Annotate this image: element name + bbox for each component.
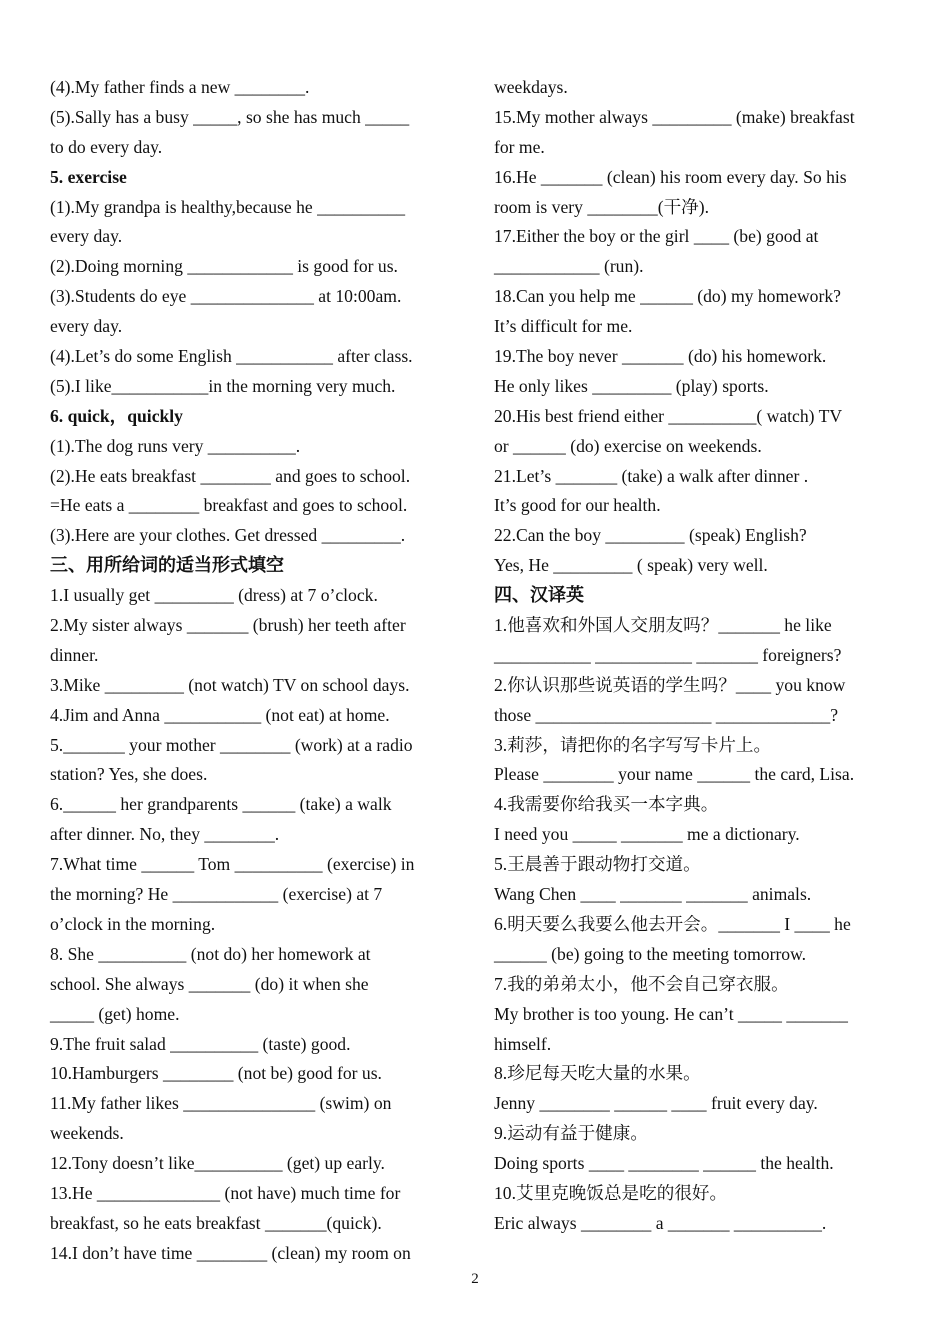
- text-line: 18.Can you help me ______ (do) my homework?: [494, 286, 841, 307]
- text-line: 1.I usually get _________ (dress) at 7 o’clock.: [50, 585, 378, 606]
- page-number: 2: [471, 1271, 479, 1287]
- text-line: those ____________________ _____________?: [494, 704, 839, 725]
- text-line: 12.Tony doesn’t like__________ (get) up early.: [50, 1153, 385, 1174]
- text-line: (2).He eats breakfast ________ and goes to school.: [50, 465, 411, 486]
- text-line: 14.I don’t have time ________ (clean) my room on: [50, 1242, 411, 1263]
- text-line: It’s good for our health.: [494, 495, 661, 516]
- text-line: Eric always ________ a _______ __________.: [494, 1212, 827, 1233]
- text-line: 17.Either the boy or the girl ____ (be) good at: [494, 226, 819, 247]
- text-line: 4.Jim and Anna ___________ (not eat) at home.: [50, 704, 390, 725]
- text-line: (1).The dog runs very __________.: [50, 435, 301, 456]
- right-column: [494, 73, 896, 1239]
- text-line: 2.你认识那些说英语的学生吗？____ you know: [494, 674, 846, 695]
- text-line: 3.Mike _________ (not watch) TV on school days.: [50, 674, 410, 695]
- text-line: o’clock in the morning.: [50, 913, 216, 934]
- text-line: dinner.: [50, 644, 99, 665]
- text-line: (3).Students do eye ______________ at 10:00am.: [50, 286, 402, 307]
- text-line: himself.: [494, 1033, 552, 1054]
- text-line: school. She always _______ (do) it when she: [50, 973, 369, 994]
- text-line: room is very ________(干净).: [494, 196, 710, 217]
- text-line: Jenny ________ ______ ____ fruit every day.: [494, 1093, 818, 1114]
- text-line: for me.: [494, 136, 545, 157]
- text-line: (3).Here are your clothes. Get dressed _________.: [50, 525, 406, 546]
- text-line: 10.艾里克晚饭总是吃的很好。: [494, 1182, 728, 1203]
- text-line: _____ (get) home.: [50, 1003, 180, 1024]
- text-line: It’s difficult for me.: [494, 316, 633, 337]
- text-line: He only likes _________ (play) sports.: [494, 375, 769, 396]
- text-line: 3.莉莎，请把你的名字写写卡片上。: [494, 734, 772, 755]
- text-line: My brother is too young. He can’t _____ _______: [494, 1003, 848, 1024]
- text-line: 15.My mother always _________ (make) breakfast: [494, 106, 855, 127]
- word-heading: 6. quick，quickly: [50, 405, 183, 426]
- text-line: 20.His best friend either __________( watch) TV: [494, 405, 843, 426]
- section-heading: 四、汉译英: [494, 585, 584, 607]
- text-line: 16.He _______ (clean) his room every day. So his: [494, 166, 847, 187]
- left-column: [50, 73, 455, 1269]
- text-line: weekdays.: [494, 77, 568, 97]
- text-line: 10.Hamburgers ________ (not be) good for us.: [50, 1063, 382, 1084]
- text-line: 9.运动有益于健康。: [494, 1123, 648, 1144]
- text-line: (4).Let’s do some English ___________ after class.: [50, 346, 413, 367]
- text-line: ____________ (run).: [494, 256, 644, 277]
- text-line: (2).Doing morning ____________ is good for us.: [50, 256, 398, 277]
- text-line: 7.我的弟弟太小，他不会自己穿衣服。: [494, 973, 789, 994]
- text-line: Yes, He _________ ( speak) very well.: [494, 555, 768, 576]
- text-line: Doing sports ____ ________ ______ the health.: [494, 1153, 834, 1174]
- text-line: 22.Can the boy _________ (speak) English?: [494, 525, 807, 546]
- text-line: 19.The boy never _______ (do) his homework.: [494, 346, 827, 367]
- text-line: 6.______ her grandparents ______ (take) a walk: [50, 794, 392, 815]
- text-line: =He eats a ________ breakfast and goes to school.: [50, 495, 408, 516]
- text-line: 1.他喜欢和外国人交朋友吗？_______ he like: [494, 615, 832, 636]
- text-line: every day.: [50, 316, 123, 337]
- text-line: after dinner. No, they ________.: [50, 824, 280, 845]
- text-line: weekends.: [50, 1123, 124, 1144]
- text-line: 13.He ______________ (not have) much time for: [50, 1182, 401, 1203]
- text-line: 5.王晨善于跟动物打交道。: [494, 854, 701, 875]
- text-line: Wang Chen ____ _______ _______ animals.: [494, 884, 812, 905]
- text-line: Please ________ your name ______ the card, Lisa.: [494, 764, 855, 785]
- text-line: (5).I like___________in the morning very much.: [50, 375, 396, 396]
- text-line: (5).Sally has a busy _____, so she has much _____: [50, 106, 410, 127]
- text-line: the morning? He ____________ (exercise) at 7: [50, 884, 383, 905]
- text-line: 8. She __________ (not do) her homework at: [50, 943, 371, 964]
- text-line: to do every day.: [50, 136, 163, 157]
- text-line: 5._______ your mother ________ (work) at a radio: [50, 734, 413, 755]
- section-heading: 三、用所给词的适当形式填空: [50, 555, 284, 577]
- text-line: (1).My grandpa is healthy,because he __________: [50, 196, 406, 217]
- text-line: 21.Let’s _______ (take) a walk after dinner .: [494, 465, 809, 486]
- text-line: 6.明天要么我要么他去开会。_______ I ____ he: [494, 913, 851, 934]
- text-line: 11.My father likes _______________ (swim) on: [50, 1093, 392, 1114]
- text-line: breakfast, so he eats breakfast _______(quick).: [50, 1212, 382, 1233]
- text-line: ___________ ___________ _______ foreigners?: [494, 644, 842, 665]
- text-line: or ______ (do) exercise on weekends.: [494, 435, 762, 456]
- text-line: I need you _____ _______ me a dictionary.: [494, 824, 800, 845]
- text-line: every day.: [50, 226, 123, 247]
- text-line: 4.我需要你给我买一本字典。: [494, 794, 719, 815]
- text-line: 9.The fruit salad __________ (taste) good.: [50, 1033, 351, 1054]
- text-line: 7.What time ______ Tom __________ (exercise) in: [50, 854, 415, 875]
- text-line: (4).My father finds a new ________.: [50, 77, 310, 97]
- text-line: ______ (be) going to the meeting tomorrow.: [494, 943, 807, 964]
- text-line: 2.My sister always _______ (brush) her teeth after: [50, 615, 406, 636]
- word-heading: 5. exercise: [50, 166, 127, 187]
- text-line: 8.珍尼每天吃大量的水果。: [494, 1063, 701, 1084]
- text-line: station? Yes, she does.: [50, 764, 208, 785]
